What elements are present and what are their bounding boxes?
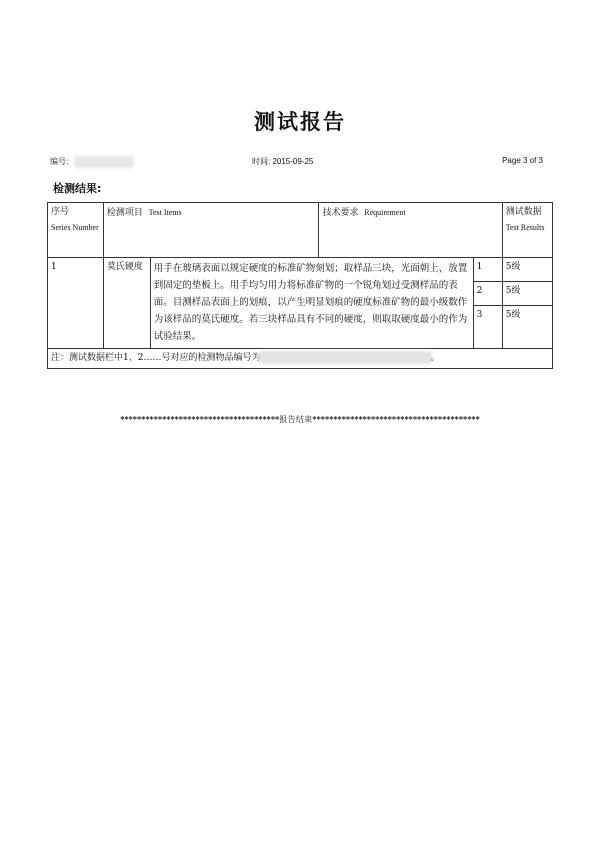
row-requirement: 用手在玻璃表面以规定硬度的标准矿物刻划；取样品三块，光面朝上，放置到固定的垫板上。用手均匀用力将标准矿物的一个锐角划过受测样品的表面。目测样品表面上的划痕，以产生明显划痕的硬度标准矿物的最小级数作为该样品的莫氏硬度。若三块样品具有不同的硬度，则取取硬度最小的作为试验结果。 <box>150 258 473 349</box>
redacted-report-number <box>76 158 132 166</box>
sample-number: 3 <box>473 306 502 349</box>
row-test-item: 莫氏硬度 <box>103 258 150 349</box>
section-heading: 检测结果: <box>53 182 102 195</box>
sample-number: 2 <box>473 282 502 306</box>
table-note-row <box>48 349 553 369</box>
end-dots-right: **************************************** <box>312 414 480 424</box>
report-end-text: 报告结束 <box>279 415 313 424</box>
header-requirement: 技术要求 Requirement <box>319 203 502 258</box>
report-end-line <box>0 414 600 425</box>
end-dots-left: ************************************** <box>120 414 280 424</box>
report-number <box>50 156 132 167</box>
table-row <box>48 258 553 282</box>
sample-number: 1 <box>473 258 502 282</box>
table-header-row <box>48 203 553 258</box>
header-test-items: 检测项目 Test Items <box>103 203 319 258</box>
row-serial: 1 <box>48 258 104 349</box>
results-table <box>47 202 553 369</box>
sample-result: 5级 <box>502 306 552 349</box>
sample-result: 5级 <box>502 258 552 282</box>
report-date: 时间: 2015-09-25 <box>252 157 314 166</box>
report-number-label: 编号： <box>50 157 74 166</box>
redacted-sample-ids <box>260 353 430 362</box>
report-title: 测试报告 <box>254 110 346 134</box>
header-serial: 序号 Series Number <box>48 203 104 258</box>
header-test-results: 测试数据 Test Results <box>502 203 552 258</box>
page-indicator: Page 3 of 3 <box>502 156 543 165</box>
sample-result: 5级 <box>502 282 552 306</box>
table-note: 注：测试数据栏中1、2……号对应的检测物品编号为 。 <box>48 349 553 369</box>
